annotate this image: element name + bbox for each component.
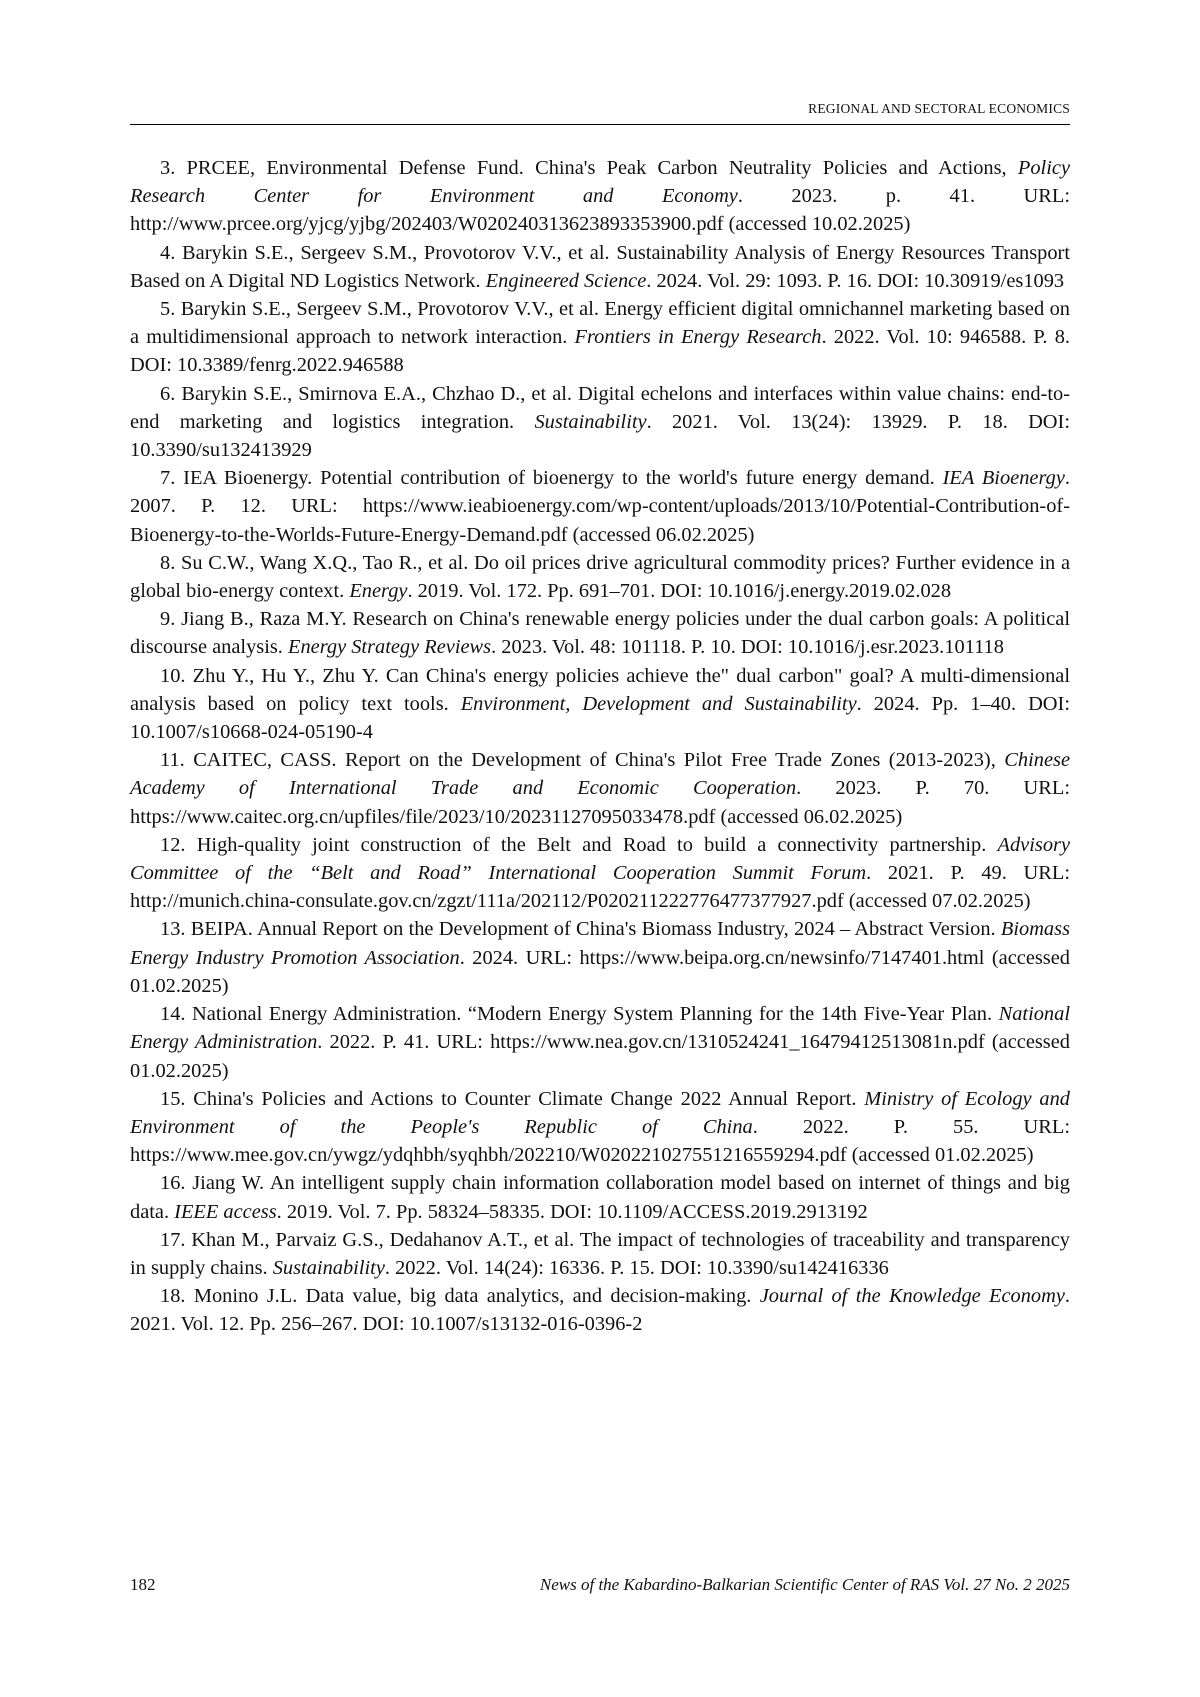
reference-item: 13. BEIPA. Annual Report on the Development of China's Biomass Industry, 2024 – Abstract Version. Biomass Energy Industry Promotion Association. 2024. URL: https://www.beipa.org.cn/newsinfo/7147401.html (accessed 01.02.2025) [130, 915, 1070, 1000]
reference-item: 8. Su C.W., Wang X.Q., Tao R., et al. Do oil prices drive agricultural commodity prices? Further evidence in a global bio-energy context. Energy. 2019. Vol. 172. Pp. 691–701. DOI: 10.1016/j.energy.2019.02.028 [130, 549, 1070, 605]
reference-source: Environment, Development and Sustainability [461, 693, 857, 715]
reference-source: Engineered Science [486, 270, 647, 292]
reference-source: National Energy Administration [130, 1003, 1070, 1053]
reference-source: Energy Strategy Reviews [288, 636, 491, 658]
journal-citation: News of the Kabardino-Balkarian Scientific Center of RAS Vol. 27 No. 2 2025 [540, 1575, 1070, 1595]
page-number: 182 [130, 1575, 156, 1595]
reference-item: 4. Barykin S.E., Sergeev S.M., Provotorov V.V., et al. Sustainability Analysis of Energy Resources Transport Based on A Digital ND Logistics Network. Engineered Science. 2024. Vol. 29: 1093. P. 16. DOI: 10.30919/es1093 [130, 239, 1070, 295]
reference-item: 6. Barykin S.E., Smirnova E.A., Chzhao D., et al. Digital echelons and interfaces within value chains: end-to-end marketing and logistics integration. Sustainability. 2021. Vol. 13(24): 13929. P. 18. DOI: 10.3390/su132413929 [130, 380, 1070, 465]
reference-source: Frontiers in Energy Research [575, 326, 822, 348]
reference-source: Chinese Academy of International Trade and Economic Cooperation [130, 749, 1070, 799]
reference-list [130, 154, 1070, 1339]
header-rule [130, 124, 1070, 125]
reference-source: Energy [349, 580, 407, 602]
reference-item: 16. Jiang W. An intelligent supply chain information collaboration model based on internet of things and big data. IEEE access. 2019. Vol. 7. Pp. 58324–58335. DOI: 10.1109/ACCESS.2019.2913192 [130, 1169, 1070, 1225]
reference-source: Sustainability [534, 411, 646, 433]
reference-item: 10. Zhu Y., Hu Y., Zhu Y. Can China's energy policies achieve the" dual carbon" goal? A multi-dimensional analysis based on policy text tools. Environment, Development and Sustainability. 2024. Pp. 1–40. DOI: 10.1007/s10668-024-05190-4 [130, 662, 1070, 747]
reference-item: 7. IEA Bioenergy. Potential contribution of bioenergy to the world's future energy demand. IEA Bioenergy. 2007. P. 12. URL: https://www.ieabioenergy.com/wp-content/uploads/2013/10/Potential-Contribution-of-Bioenergy-to-the-Worlds-Future-Energy-Demand.pdf (accessed 06.02.2025) [130, 464, 1070, 549]
reference-item: 11. CAITEC, CASS. Report on the Development of China's Pilot Free Trade Zones (2013-2023), Chinese Academy of International Trade and Economic Cooperation. 2023. P. 70. URL: https://www.caitec.org.cn/upfiles/file/2023/10/20231127095033478.pdf (accessed 06.02.2025) [130, 746, 1070, 831]
reference-source: IEA Bioenergy [943, 467, 1065, 489]
reference-source: Sustainability [273, 1257, 385, 1279]
reference-item: 14. National Energy Administration. “Modern Energy System Planning for the 14th Five-Year Plan. National Energy Administration. 2022. P. 41. URL: https://www.nea.gov.cn/1310524241_16479412513081n.pdf (accessed 01.02.2025) [130, 1000, 1070, 1085]
reference-item: 12. High-quality joint construction of the Belt and Road to build a connectivity partnership. Advisory Committee of the “Belt and Road” International Cooperation Summit Forum. 2021. P. 49. URL: http://munich.china-consulate.gov.cn/zgzt/111a/202112/P020211222776477377927.pdf (accessed 07.02.2025) [130, 831, 1070, 916]
reference-item: 15. China's Policies and Actions to Counter Climate Change 2022 Annual Report. Ministry of Ecology and Environment of the People's Republic of China. 2022. P. 55. URL: https://www.mee.gov.cn/ywgz/ydqhbh/syqhbh/202210/W020221027551216559294.pdf (accessed 01.02.2025) [130, 1085, 1070, 1170]
reference-source: Biomass Energy Industry Promotion Association [130, 918, 1070, 968]
page-footer [130, 1575, 1070, 1595]
reference-item: 3. PRCEE, Environmental Defense Fund. China's Peak Carbon Neutrality Policies and Actions, Policy Research Center for Environment and Economy. 2023. p. 41. URL: http://www.prcee.org/yjcg/yjbg/202403/W020240313623893353900.pdf (accessed 10.02.2025) [130, 154, 1070, 239]
running-header: REGIONAL AND SECTORAL ECONOMICS [130, 101, 1070, 117]
reference-source: Advisory Committee of the “Belt and Road” International Cooperation Summit Forum [130, 834, 1070, 884]
reference-source: Ministry of Ecology and Environment of the People's Republic of China [130, 1088, 1070, 1138]
reference-item: 5. Barykin S.E., Sergeev S.M., Provotorov V.V., et al. Energy efficient digital omnichannel marketing based on a multidimensional approach to network interaction. Frontiers in Energy Research. 2022. Vol. 10: 946588. P. 8. DOI: 10.3389/fenrg.2022.946588 [130, 295, 1070, 380]
reference-item: 9. Jiang B., Raza M.Y. Research on China's renewable energy policies under the dual carbon goals: A political discourse analysis. Energy Strategy Reviews. 2023. Vol. 48: 101118. P. 10. DOI: 10.1016/j.esr.2023.101118 [130, 605, 1070, 661]
reference-item: 18. Monino J.L. Data value, big data analytics, and decision-making. Journal of the Knowledge Economy. 2021. Vol. 12. Pp. 256–267. DOI: 10.1007/s13132-016-0396-2 [130, 1282, 1070, 1338]
reference-source: IEEE access [174, 1201, 276, 1223]
reference-source: Journal of the Knowledge Economy [760, 1285, 1065, 1307]
reference-item: 17. Khan M., Parvaiz G.S., Dedahanov A.T., et al. The impact of technologies of traceability and transparency in supply chains. Sustainability. 2022. Vol. 14(24): 16336. P. 15. DOI: 10.3390/su142416336 [130, 1226, 1070, 1282]
reference-source: Policy Research Center for Environment and Economy [130, 157, 1070, 207]
